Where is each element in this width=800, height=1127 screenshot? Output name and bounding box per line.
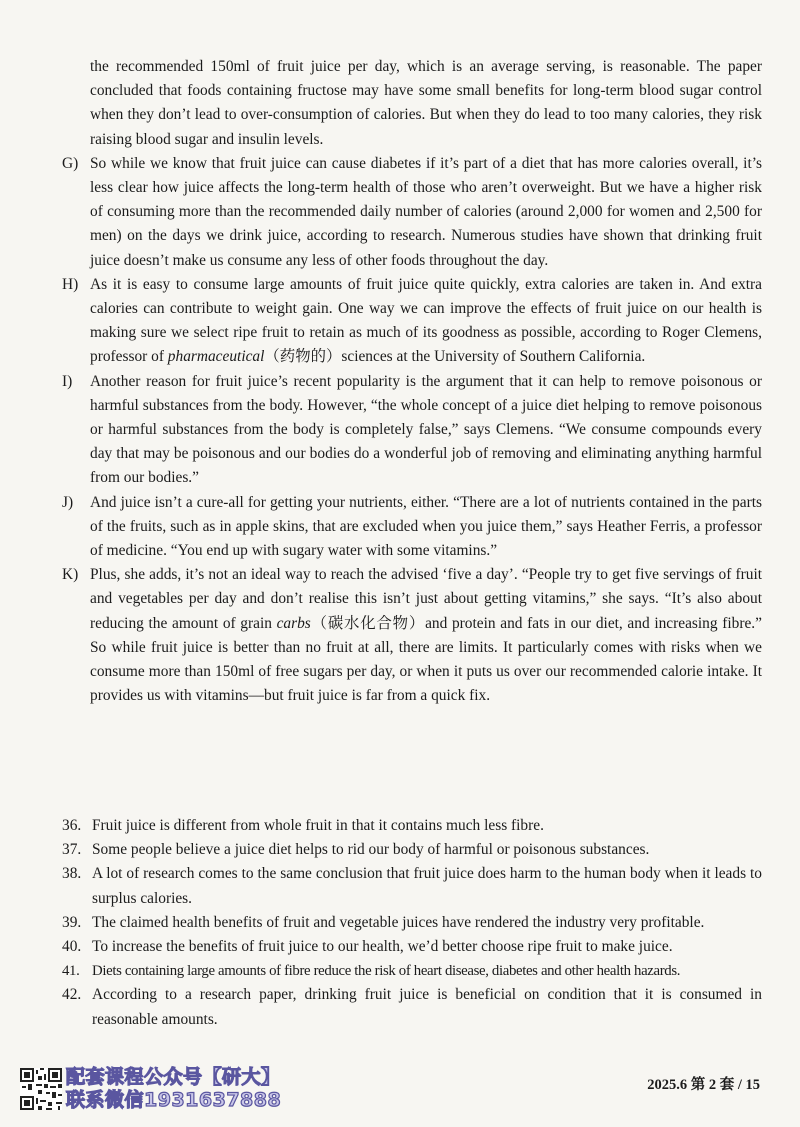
question-item (62, 911, 762, 935)
paragraph-text-end: and protein and fats in our diet, and increasing fibre.” So while fruit juice is better than no fruit at all, there are limits. It particularly comes with risks when we consume more than 150ml of free sugars per day, or when it puts us over our recommended calorie intake. It provides us with vitamins—but fruit juice is far from a quick fix. (90, 614, 762, 705)
page-number: 2025.6 第 2 套 / 15 (647, 1077, 760, 1093)
question-number: 39. (62, 913, 82, 931)
question-item (62, 862, 762, 910)
paragraph-text: Plus, she adds, it’s not an ideal way to reach the advised ‘five a day’. “People try to get five servings of fruit and vegetables per day and don’t realise this isn’t just about getting vitamins,” she says. “It’s also about reducing the amount of grain (90, 566, 762, 632)
question-item (62, 935, 762, 959)
paragraph-text: And juice isn’t a cure-all for getting your nutrients, either. “There are a lot of nutrients contained in the parts of the fruits, such as in apple skins, that are excluded when you juice them,” says Heather Ferris, a professor of medicine. “You end up with sugary water with some vitamins.” (90, 493, 762, 560)
paragraph-label: H) (62, 275, 79, 293)
qr-code-icon (20, 1068, 62, 1110)
question-number: 40. (62, 938, 82, 956)
paragraph-h (62, 273, 762, 370)
paragraph-label: I) (62, 372, 73, 390)
question-text: To increase the benefits of fruit juice to our health, we’d better choose ripe fruit to make juice. (92, 938, 673, 956)
question-text: Some people believe a juice diet helps to rid our body of harmful or poisonous substances. (92, 841, 650, 859)
paragraph-text: As it is easy to consume large amounts of fruit juice quite quickly, extra calories are taken in. And extra calories can contribute to weight gain. One way we can improve the effects of fruit juice on our health is making sure we select ripe fruit to retain as much of its goodness as possible, according to Roger Clemens, professor of (90, 275, 762, 366)
promo-banner (66, 1066, 281, 1112)
question-text: Fruit juice is different from whole fruit in that it contains much less fibre. (92, 817, 544, 834)
question-list (62, 814, 762, 1032)
paragraph-text-end: sciences at the University of Southern California. (341, 348, 646, 366)
question-text: A lot of research comes to the same conclusion that fruit juice does harm to the human body when it leads to surplus calories. (92, 865, 762, 907)
paragraph-label: K) (62, 566, 79, 584)
question-item (62, 814, 762, 838)
paragraph-label: J) (62, 493, 74, 511)
question-number: 36. (62, 817, 82, 834)
paragraph-g (62, 152, 762, 273)
promo-line: 配套课程公众号【研大】 (66, 1066, 281, 1088)
question-item (62, 838, 762, 862)
paragraph-f-continued: the recommended 150ml of fruit juice per day, which is an average serving, is reasonable. The paper concluded that foods containing fructose may have some small benefits for long-term blood sugar control when they don’t lead to over-consumption of calories. But when they do lead to too many calories, they risk raising blood sugar and insulin levels. (90, 58, 762, 148)
question-number: 38. (62, 865, 82, 883)
glossed-term: carbs (276, 614, 311, 632)
question-item (62, 959, 762, 983)
paragraph-k (62, 563, 762, 708)
question-text: The claimed health benefits of fruit and vegetable juices have rendered the industry very profitable. (92, 913, 705, 931)
gloss: （碳水化合物） (310, 614, 426, 632)
question-item (62, 983, 762, 1031)
glossed-term: pharmaceutical (167, 348, 265, 366)
question-text: According to a research paper, drinking fruit juice is beneficial on condition that it is consumed in reasonable amounts. (92, 986, 762, 1028)
question-number: 42. (62, 986, 82, 1004)
question-text: Diets containing large amounts of fibre reduce the risk of heart disease, diabetes and other health hazards. (92, 963, 681, 980)
paragraph-text: Another reason for fruit juice’s recent popularity is the argument that it can help to remove poisonous or harmful substances from the body. However, “the whole concept of a juice diet helping to remove poisonous or harmful substances from the body is completely false,” says Clemens. “We consume compounds every day that may be poisonous and our bodies do a wonderful job of removing and eliminating anything harmful from our bodies.” (90, 372, 762, 487)
paragraph-text: So while we know that fruit juice can cause diabetes if it’s part of a diet that has more calories overall, it’s less clear how juice affects the long-term health of those who aren’t overweight. But we have a higher risk of consuming more than the recommended daily number of calories (around 2,000 for women and 2,500 for men) on the days we drink juice, according to research. Numerous studies have shown that drinking fruit juice doesn’t make us consume any less of other foods throughout the day. (90, 154, 762, 269)
passage (62, 55, 762, 708)
paragraph-i (62, 370, 762, 491)
promo-line: 联系微信1931637888 (66, 1089, 282, 1111)
paragraph-j (62, 491, 762, 564)
question-number: 37. (62, 841, 82, 859)
question-number: 41. (62, 963, 80, 980)
paragraph-label: G) (62, 154, 79, 172)
gloss: （药物的） (264, 348, 342, 366)
